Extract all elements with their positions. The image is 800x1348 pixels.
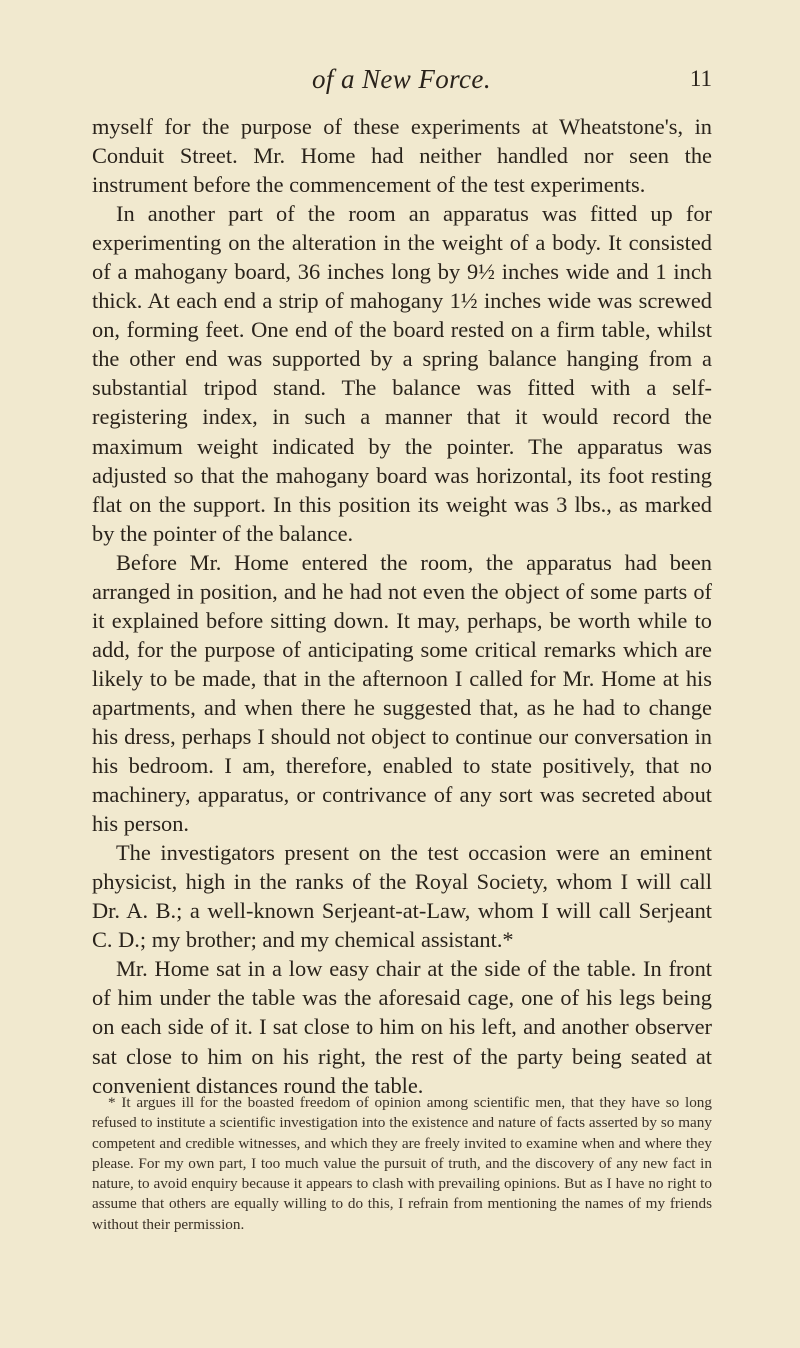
paragraph-seating: Mr. Home sat in a low easy chair at the side of the table. In front of him under the table was the aforesaid cage, one of his legs being on each side of it. I sat close to him on his left, and another observer sat close to him on his right, the rest of the party being seated at convenient distances round the table. [92,956,712,1098]
page-number: 11 [689,66,712,91]
footnote [92,1093,712,1235]
paragraph-arrangement: Before Mr. Home entered the room, the apparatus had been arranged in position, and he had not even the object of some parts of it explained before sitting down. It may, perhaps, be worth while to add, for the purpose of anticipating some critical remarks which are likely to be made, that in the afternoon I called for Mr. Home at his apartments, and when there he suggested that, as he had to change his dress, perhaps I should not object to continue our conversation in his bedroom. I am, therefore, enabled to state positively, that no machinery, apparatus, or contrivance of any sort was secreted about his person. [92,549,712,837]
paragraph-investigators: The investigators present on the test occasion were an eminent physicist, high in the ranks of the Royal Society, whom I will call Dr. A. B.; a well-known Serjeant-at-Law, whom I will call Serjeant C. D.; my brother; and my chemical assistant.* [92,840,712,953]
footnote-text: * It argues ill for the boasted freedom of opinion among scientific men, that they have so long refused to institute a scientific investigation into the existence and nature of facts asserted by so many competent and credible witnesses, and which they are freely invited to examine when and where they please. For my own part, I too much value the pursuit of truth, and the discovery of any new fact in nature, to avoid enquiry because it appears to clash with prevailing opinions. But as I have no right to assume that others are equally willing to do this, I refrain from mentioning the names of my friends without their permission. [92,1094,712,1233]
running-head [92,64,712,94]
paragraph-continuation: myself for the purpose of these experiments at Wheatstone's, in Conduit Street. Mr. Home had neither handled nor seen the instrument before the commencement of the test experiments. [92,114,712,198]
running-title: of a New Force. [312,64,491,94]
body-text [92,112,712,1100]
paragraph-apparatus: In another part of the room an apparatus was fitted up for experimenting on the alteration in the weight of a body. It consisted of a mahogany board, 36 inches long by 9½ inches wide and 1 inch thick. At each end a strip of mahogany 1½ inches wide was screwed on, forming feet. One end of the board rested on a firm table, whilst the other end was supported by a spring balance hanging from a substantial tripod stand. The balance was fitted with a self-registering index, in such a manner that it would record the maximum weight indicated by the pointer. The apparatus was adjusted so that the mahogany board was horizontal, its foot resting flat on the support. In this position its weight was 3 lbs., as marked by the pointer of the balance. [92,201,712,546]
